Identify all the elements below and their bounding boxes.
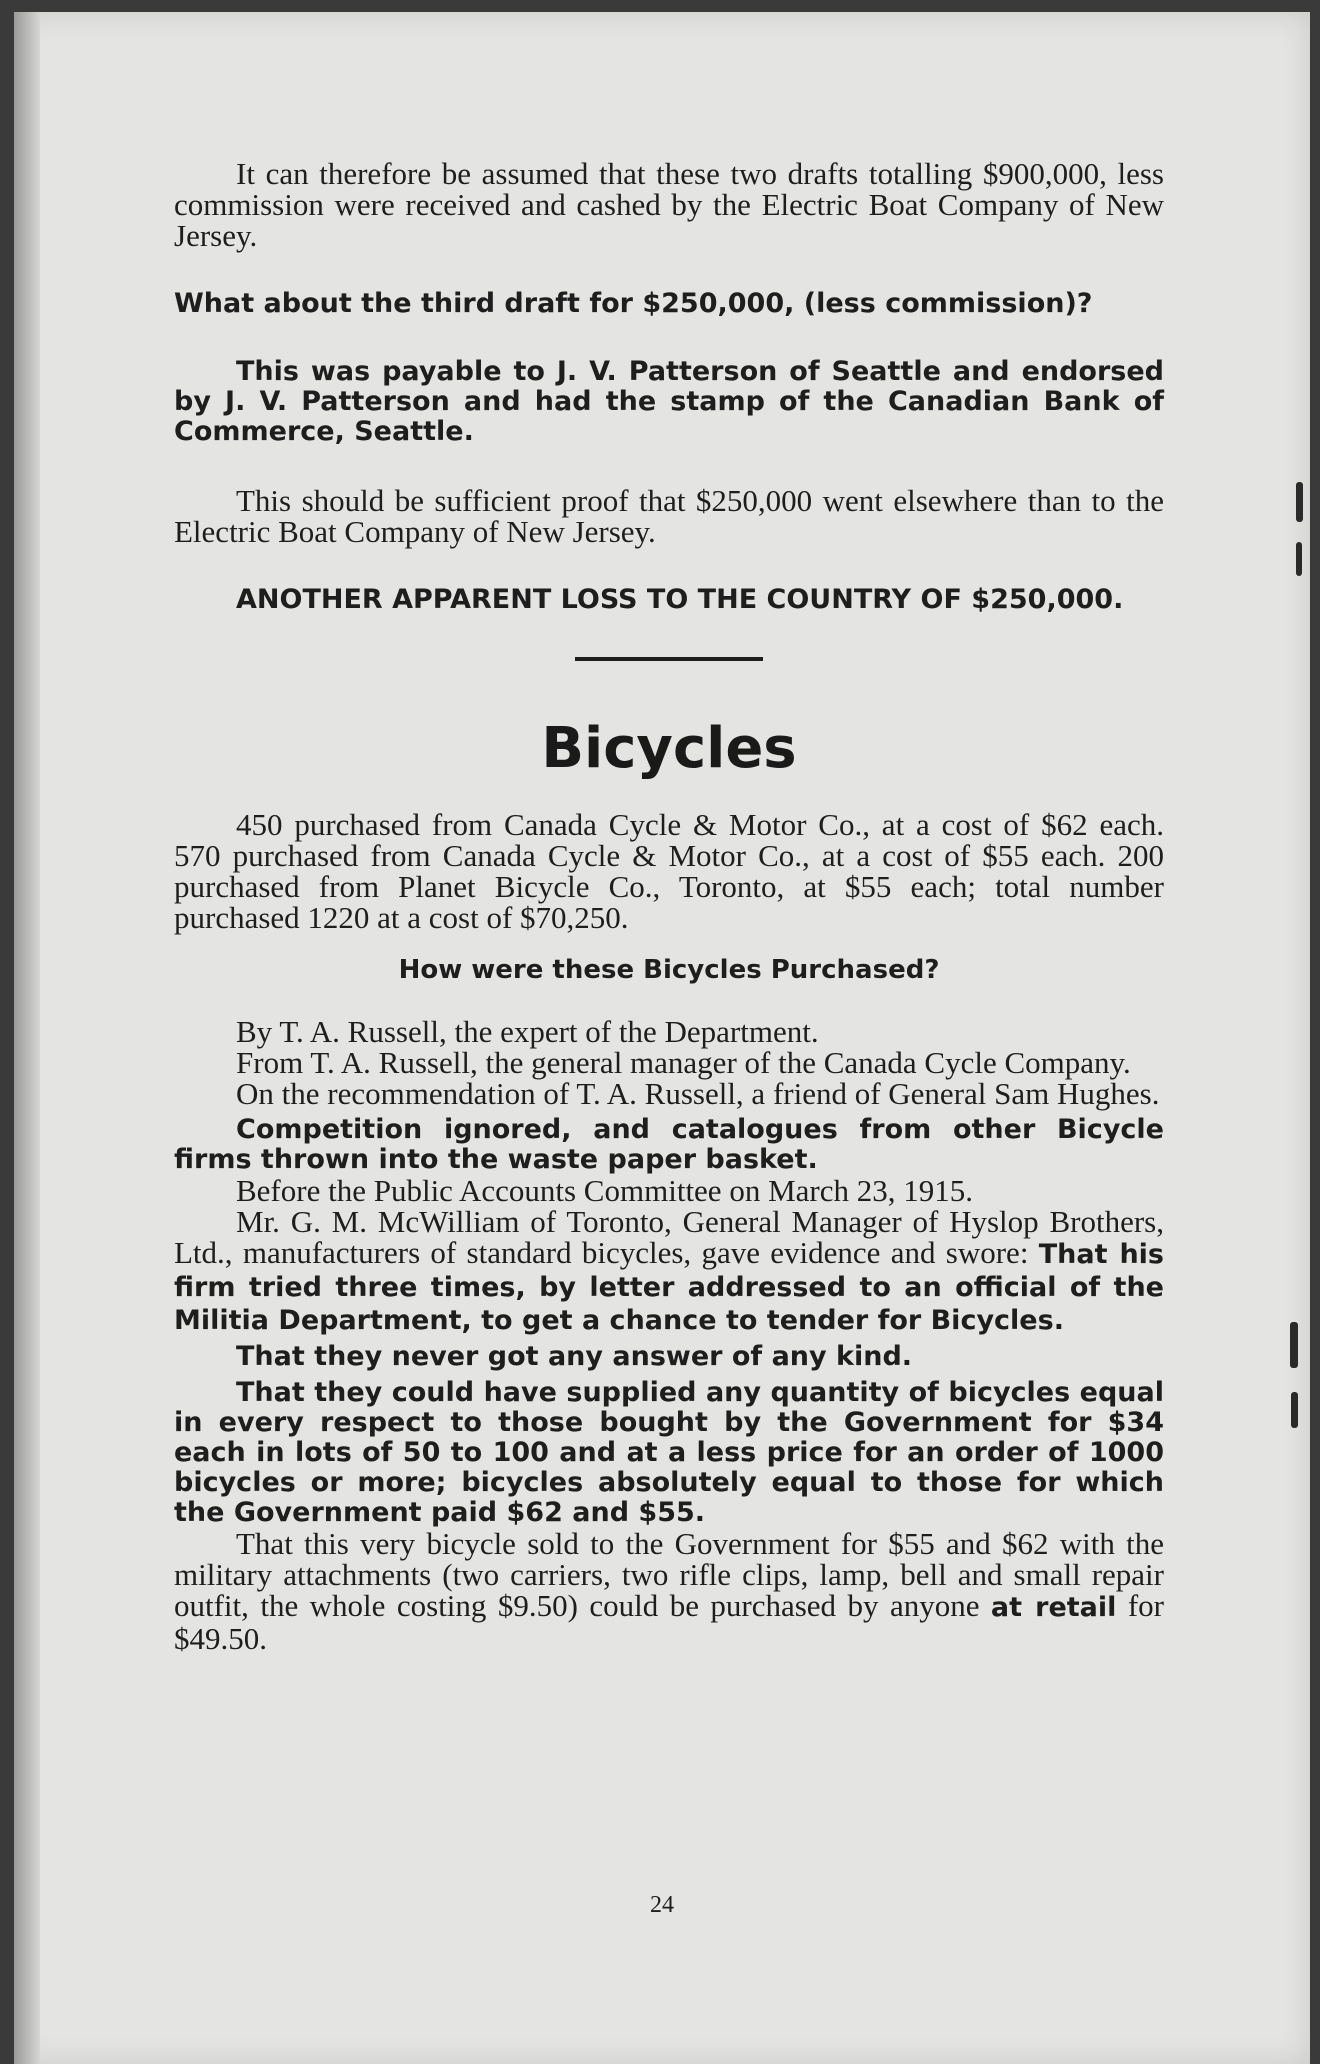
paragraph-committee: Before the Public Accounts Committee on March 23, 1915. bbox=[236, 1173, 973, 1208]
paragraph-competition: Competition ignored, and catalogues from other Bicycle firms thrown into the waste paper basket. bbox=[174, 1114, 1164, 1175]
paragraph-russell-friend: On the recommendation of T. A. Russell, a friend of General Sam Hughes. bbox=[236, 1076, 1160, 1111]
paragraph-drafts: It can therefore be assumed that these two drafts totalling $900,000, less commission were received and cashed by the Electric Boat Company of New Jersey. bbox=[174, 156, 1164, 253]
retail-bold-text: at retail bbox=[990, 1592, 1117, 1623]
paragraph-loss: ANOTHER APPARENT LOSS TO THE COUNTRY OF $250,000. bbox=[236, 584, 1124, 615]
subheading: How were these Bicycles Purchased? bbox=[398, 955, 940, 985]
paragraph-mcwilliam bbox=[174, 1206, 1164, 1336]
margin-mark bbox=[1291, 1392, 1298, 1428]
page-body bbox=[174, 158, 1164, 1654]
paragraph-proof: This should be sufficient proof that $250,000 went elsewhere than to the Electric Boat Company of New Jersey. bbox=[174, 483, 1164, 549]
question-third-draft: What about the third draft for $250,000, (less commission)? bbox=[174, 288, 1093, 319]
section-heading: Bicycles bbox=[541, 716, 797, 781]
page-number: 24 bbox=[650, 1892, 674, 1918]
margin-mark bbox=[1296, 482, 1303, 522]
paragraph-russell-expert: By T. A. Russell, the expert of the Department. bbox=[236, 1014, 819, 1049]
section-divider bbox=[575, 657, 763, 661]
margin-mark bbox=[1290, 1322, 1298, 1368]
paragraph-no-answer: That they never got any answer of any kind. bbox=[236, 1341, 913, 1372]
retail-text: That this very bicycle sold to the Government for $55 and $62 with the military attachments (two carriers, two rifle clips, lamp, bell and small repair outfit, the whole costing $9.50) could be purchased by anyone bbox=[174, 1526, 1164, 1623]
paragraph-patterson: This was payable to J. V. Patterson of Seattle and endorsed by J. V. Patterson and had the stamp of the Canadian Bank of Commerce, Seattle. bbox=[174, 356, 1164, 447]
document-page bbox=[14, 12, 1310, 2064]
book-spine-shadow bbox=[14, 12, 40, 2064]
mcwilliam-bold-text: That his firm tried three times, by letter addressed to an official of the Militia Department, to get a chance to tender for Bicycles. bbox=[174, 1239, 1164, 1336]
paragraph-russell-manager: From T. A. Russell, the general manager of the Canada Cycle Company. bbox=[236, 1045, 1131, 1080]
paragraph-purchases: 450 purchased from Canada Cycle & Motor Co., at a cost of $62 each. 570 purchased from Canada Cycle & Motor Co., at a cost of $55 each. 200 purchased from Planet Bicycle Co., Toronto, at $55 each; total number purchased 1220 at a cost of $70,250. bbox=[174, 807, 1164, 935]
mcwilliam-text: Mr. G. M. McWilliam of Toronto, General Manager of Hyslop Brothers, Ltd., manufacturers of standard bicycles, gave evidence and swore: bbox=[174, 1204, 1164, 1270]
margin-mark bbox=[1296, 542, 1302, 576]
paragraph-supply: That they could have supplied any quantity of bicycles equal in every respect to those bought by the Government for $34 each in lots of 50 to 100 and at a less price for an order of 1000 bicycles or more; bicycles absolutely equal to those for which the Government paid $62 and $55. bbox=[174, 1377, 1164, 1528]
paragraph-retail bbox=[174, 1528, 1164, 1654]
retail-end-text: for $49.50. bbox=[174, 1588, 1164, 1656]
